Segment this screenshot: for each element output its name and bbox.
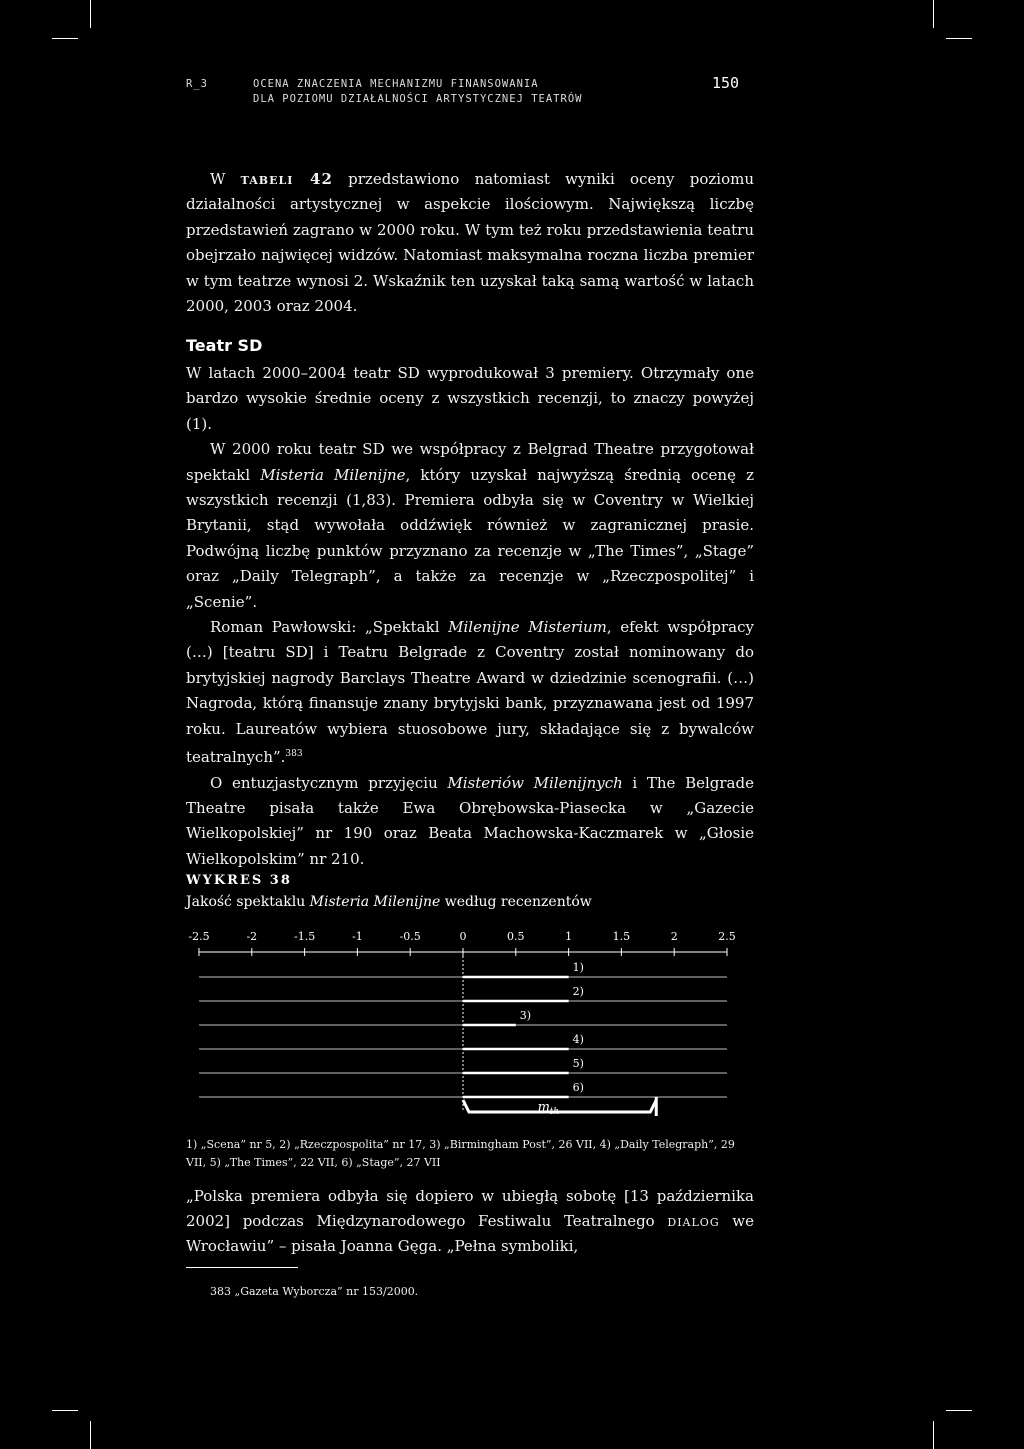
figure-label: WYKRES 38 — [186, 873, 292, 888]
bar-label: 2) — [572, 985, 584, 998]
footnote-ref: 383 — [285, 749, 303, 760]
x-tick-label: 0 — [459, 930, 467, 943]
x-tick-label: -1.5 — [293, 930, 316, 943]
bar-label: 4) — [572, 1033, 584, 1046]
p4-text-a: O entuzjastycznym przyjęciu — [210, 773, 448, 792]
bar-label: 6) — [572, 1081, 584, 1094]
footnote: 383 „Gazeta Wyborcza” nr 153/2000. — [210, 1285, 419, 1298]
x-tick-label: 0.5 — [507, 930, 525, 943]
footnote-rule — [186, 1267, 298, 1268]
x-tick-label: -2 — [246, 930, 258, 943]
p2-text-a: W 2000 roku teatr SD we współpracy z Belgrad Theatre przygotował spektakl — [186, 440, 754, 484]
p2-text-b: , który uzyskał najwyższą średnią ocenę z wszystkich recenzji (1,83). Premiera odbyła się w Coventry w Wielkiej Brytanii, stąd wywołała oddźwięk również w zagranicznej prasie. Podwójną liczbę punktów przyznano za recenzje w „The Times”, „Stage” oraz „Daily Telegraph”, a także za recenzje w „Rzeczpospolitej” i „Scenie”. — [186, 465, 754, 611]
mth-bracket — [463, 1100, 656, 1112]
p4-text-b: i The Belgrade Theatre pisała także Ewa Obrębowska-Piasecka w „Gazecie Wielkopolskiej” nr 190 oraz Beata Machowska-Kaczmarek w „Głosie Wielkopolskim” nr 210. — [186, 773, 754, 868]
quote-text-b: we Wrocławiu” – pisała Joanna Gęga. „Pełna symboliki, — [186, 1212, 755, 1255]
running-header-line1: OCENA ZNACZENIA MECHANIZMU FINANSOWANIA — [253, 78, 539, 90]
section-heading: Teatr SD — [186, 336, 263, 355]
figure-title-italic: Misteria Milenijne — [309, 894, 441, 910]
p4-title: Misteriów Milenijnych — [447, 773, 623, 792]
festival-name: dialog — [667, 1212, 720, 1230]
x-tick-label: 1 — [565, 930, 573, 943]
p3-text-a: Roman Pawłowski: „Spektakl — [210, 618, 449, 637]
bar-label: 1) — [572, 961, 584, 974]
table-reference: tabeli 42 — [240, 170, 333, 188]
mth-label: m — [537, 1100, 550, 1115]
x-tick-label: -2.5 — [188, 930, 210, 943]
figure-title-a: Jakość spektaklu — [186, 894, 310, 910]
bar-label: 3) — [519, 1009, 532, 1022]
intro-lead: W — [210, 170, 226, 188]
quote-paragraph — [186, 1184, 754, 1259]
chapter-marker: R_3 — [186, 78, 208, 90]
section-paragraph-1: W latach 2000–2004 teatr SD wyprodukował 3 premiery. Otrzymały one bardzo wysokie średnie oceny z wszystkich recenzji, to znaczy powyżej (1). — [186, 364, 754, 433]
x-tick-label: -0.5 — [399, 930, 421, 943]
bar-label: 5) — [572, 1057, 584, 1070]
p3-title: Milenijne Misterium — [448, 618, 607, 637]
figure-legend: 1) „Scena” nr 5, 2) „Rzeczpospolita” nr 17, 3) „Birmingham Post”, 26 VII, 4) „Daily Telegraph”, 29 VII, 5) „The Times”, 22 VII, 6) „Stage”, 27 VII — [186, 1138, 735, 1169]
mth-subscript: th — [549, 1107, 560, 1117]
x-tick-label: 2 — [670, 930, 678, 943]
figure-title-b: według recenzentów — [440, 894, 592, 910]
p3-text-b: , efekt współpracy (…) [teatru SD] i Teatru Belgrade z Coventry został nominowany do brytyjskiej nagrody Barclays Theatre Award w dziedzinie scenografii. (…) Nagroda, którą finansuje znany brytyjski bank, przyznawana jest od 1997 roku. Laureatów wybiera stuosobowe jury, składające się z bywalców teatralnych”. — [186, 618, 754, 767]
page-number: 150 — [712, 74, 740, 92]
intro-text: przedstawiono natomiast wyniki oceny poziomu działalności artystycznej w aspekcie ilościowym. Największą liczbę przedstawień zagrano w 2000 roku. W tym też roku przedstawienia teatru obejrzało najwięcej widzów. Natomiast maksymalna roczna liczba premier w tym teatrze wynosi 2. Wskaźnik ten uzyskał taką samą wartość w latach 2000, 2003 oraz 2004. — [186, 170, 754, 316]
x-tick-label: -1 — [352, 930, 363, 943]
x-tick-label: 1.5 — [612, 930, 631, 943]
running-header-line2: DLA POZIOMU DZIAŁALNOŚCI ARTYSTYCZNEJ TEATRÓW — [253, 93, 583, 105]
quote-text-a: „Polska premiera odbyła się dopiero w ubiegłą sobotę [13 października 2002] podczas Międzynarodowego Festiwalu Teatralnego — [186, 1187, 754, 1230]
p2-title: Misteria Milenijne — [260, 465, 406, 484]
x-tick-label: 2.5 — [718, 930, 736, 943]
